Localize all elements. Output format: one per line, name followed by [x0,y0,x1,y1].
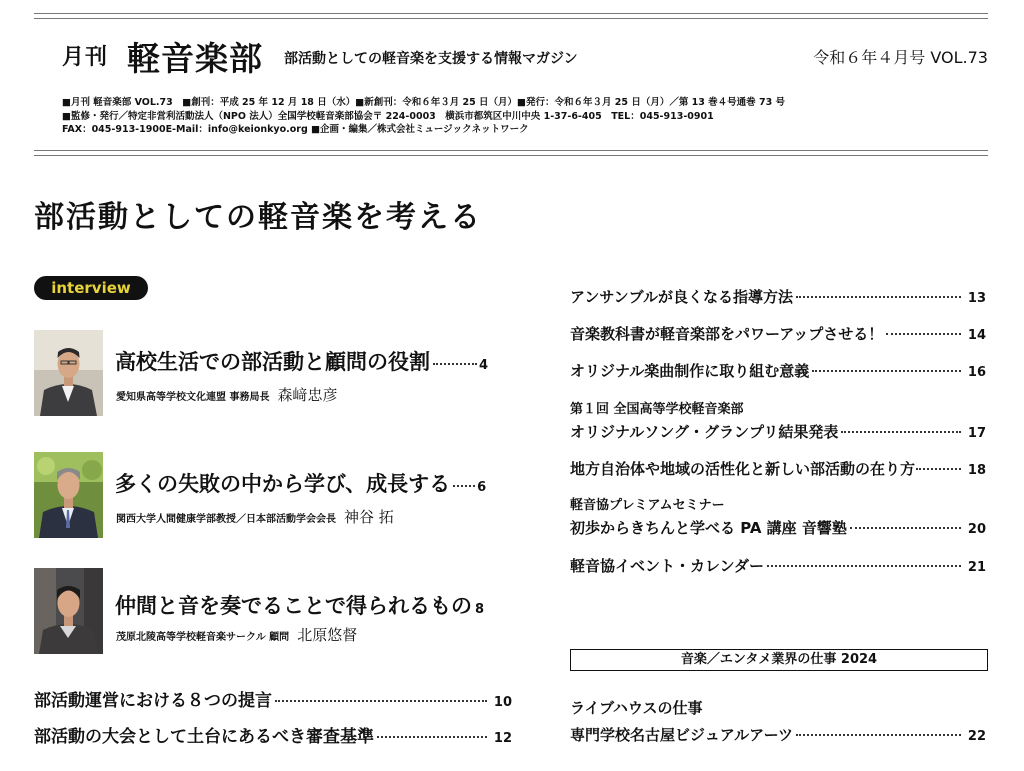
colophon-line-2: ■監修・発行／特定非営利活動法人（NPO 法人）全国学校軽音楽部協会〒 224-0003 横浜市都筑区中川中央 1-37-6-405 TEL：045-913-0901 [62,110,714,122]
interviewee-name-3: 北原悠督 [297,626,358,644]
dot-leader [377,736,487,738]
toc-page: 18 [967,463,986,478]
interviewee-2 [116,506,394,527]
masthead-monthly: 月刊 [62,45,109,70]
toc-title: 専門学校名古屋ビジュアルアーツ [570,726,794,744]
colophon-line-1: ■月刊 軽音楽部 VOL.73 ■創刊：平成 25 年 12 月 18 日（水）■新創刊：令和６年３月 25 日（月）■発行：令和６年３月 25 日（月）／第 13 巻４号通巻 73 号 [62,97,786,108]
toc-page: 21 [967,560,986,575]
interviewee-affiliation-1: 愛知県高等学校文化連盟 事務局長 [116,392,270,403]
interview-title-1[interactable] [115,346,488,376]
toc-page: 17 [967,426,986,441]
toc-title: オリジナルソング・グランプリ結果発表 [570,423,839,441]
toc-entry-right-7[interactable] [570,555,986,576]
toc-entry-left-2[interactable] [34,722,512,747]
toc-page: 16 [967,365,986,380]
interviewee-name-2: 神谷 拓 [344,508,394,526]
interviewee-photo-1 [34,330,103,416]
dot-leader [275,700,487,702]
dot-leader [886,333,961,335]
colophon [62,96,785,137]
career-entry-1[interactable] [570,724,986,745]
interview-title-3[interactable] [115,590,484,620]
toc-entry-right-2[interactable] [570,323,986,344]
toc-title: 部活動運営における８つの提言 [34,691,272,711]
career-section-heading: 音楽／エンタメ業界の仕事 2024 [570,649,988,671]
top-rule [34,13,988,19]
interview-page-2: 6 [477,480,487,495]
toc-subtitle-right-6: 軽音協プレミアムセミナー [570,498,725,513]
feature-title: 部活動としての軽音楽を考える [34,200,482,235]
toc-title: オリジナル楽曲制作に取り組む意義 [570,362,810,380]
toc-entry-right-5[interactable] [570,458,986,479]
interview-page-1: 4 [479,358,489,373]
interviewee-affiliation-2: 関西大学人間健康学部教授／日本部活動学会会長 [116,514,336,525]
toc-entry-right-3[interactable] [570,360,986,381]
issue-number: 令和６年４月号 VOL.73 [813,48,988,67]
interviewee-photo-3 [34,568,103,654]
toc-entry-left-1[interactable] [34,686,512,711]
interviewee-name-1: 森﨑忠彦 [277,386,338,404]
interview-title-1-text: 高校生活での部活動と顧問の役割 [115,350,430,374]
toc-entry-right-6[interactable] [570,517,986,538]
toc-page: 10 [493,695,512,710]
dot-leader [433,363,477,365]
dot-leader [767,565,961,567]
dot-leader [796,734,961,736]
toc-title: 初歩からきちんと学べる PA 講座 音響塾 [570,519,847,537]
toc-page: 14 [967,328,986,343]
interviewee-3 [116,624,357,645]
interview-label: interview [34,276,148,300]
toc-page: 20 [967,522,986,537]
toc-page: 12 [493,731,512,746]
colophon-line-3: FAX：045-913-1900E-Mail：info@keionkyo.org ■企画・編集／株式会社ミュージックネットワーク [62,124,529,135]
career-subtitle-1: ライブハウスの仕事 [570,699,703,717]
header-bottom-rule [34,150,988,156]
interview-title-2[interactable] [115,468,486,498]
masthead-title: 軽音楽部 [127,39,263,78]
interviewee-1 [116,384,338,405]
toc-title: 音楽教科書が軽音楽部をパワーアップさせる！ [570,325,884,343]
dot-leader [850,527,961,529]
toc-title: 地方自治体や地域の活性化と新しい部活動の在り方 [570,460,916,478]
toc-page: 22 [967,729,986,744]
toc-entry-right-1[interactable] [570,286,986,307]
masthead-tagline: 部活動としての軽音楽を支援する情報マガジン [284,51,578,67]
toc-subtitle-right-4: 第１回 全国高等学校軽音楽部 [570,402,744,417]
toc-entry-right-4[interactable] [570,421,986,442]
interview-title-3-text: 仲間と音を奏でることで得られるもの [115,594,472,618]
interviewee-affiliation-3: 茂原北陵高等学校軽音楽サークル 顧問 [116,632,290,643]
toc-title: アンサンブルが良くなる指導方法 [570,288,794,306]
interview-title-2-text: 多くの失敗の中から学び、成長する [115,472,451,496]
toc-title: 軽音協イベント・カレンダー [570,557,765,575]
toc-title: 部活動の大会として土台にあるべき審査基準 [34,727,374,747]
dot-leader [916,468,961,470]
toc-page: 13 [967,291,986,306]
dot-leader [812,370,961,372]
dot-leader [841,431,961,433]
interview-page-3: 8 [475,602,485,617]
dot-leader [453,485,475,487]
interviewee-photo-2 [34,452,103,538]
dot-leader [796,296,961,298]
